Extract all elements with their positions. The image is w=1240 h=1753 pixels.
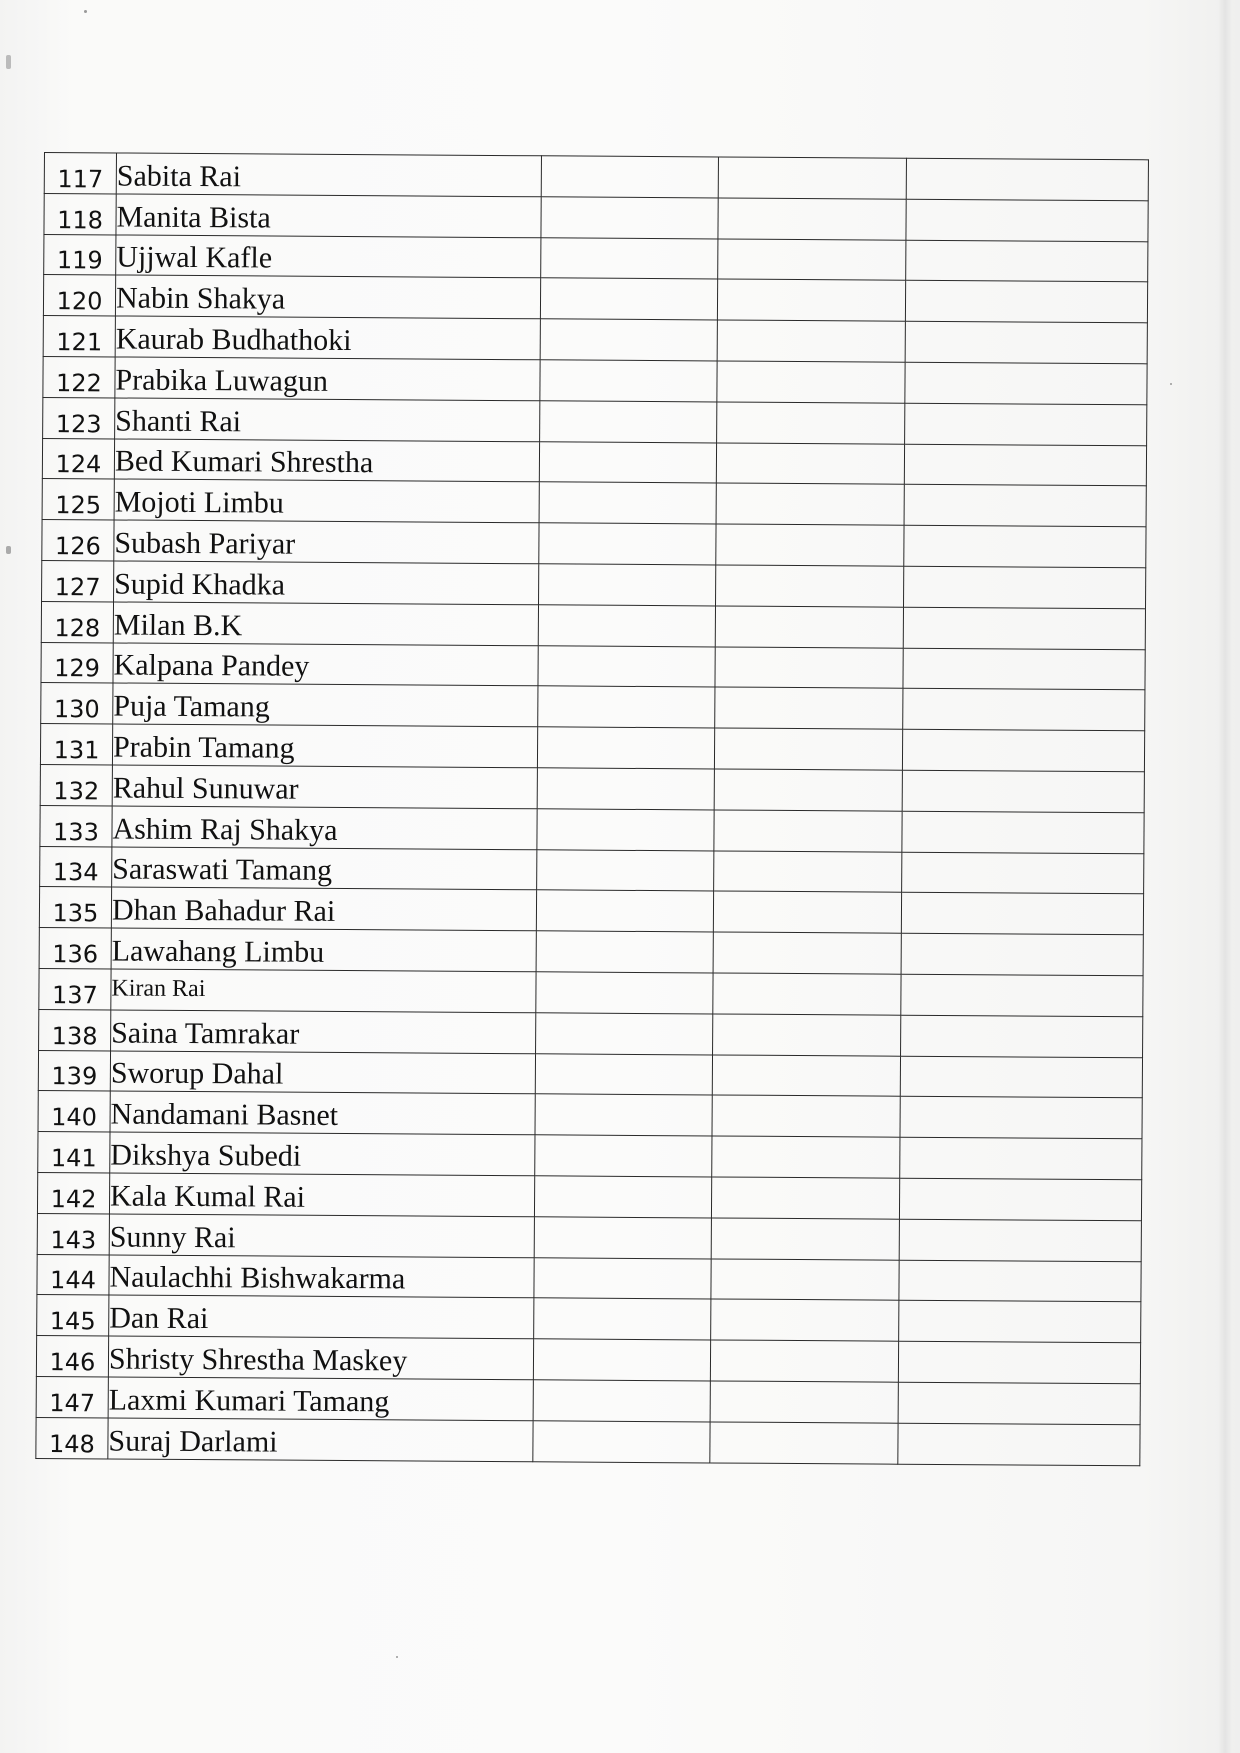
empty-cell-2 (715, 606, 903, 648)
serial-number-cell: 139 (38, 1050, 110, 1091)
serial-number-cell: 122 (43, 356, 115, 397)
serial-number-cell: 144 (37, 1254, 109, 1295)
empty-cell-1 (536, 890, 713, 932)
empty-cell-1 (541, 197, 718, 239)
empty-cell-1 (533, 1380, 710, 1422)
table-row (39, 887, 1143, 935)
table-row (44, 234, 1148, 282)
empty-cell-3 (901, 974, 1143, 1016)
name-cell: Prabika Luwagun (115, 357, 540, 401)
table-row (41, 642, 1145, 690)
scan-speck (84, 10, 87, 13)
empty-cell-1 (534, 1298, 711, 1340)
serial-number-cell: 127 (42, 560, 114, 601)
name-cell: Dikshya Subedi (110, 1132, 535, 1176)
empty-cell-1 (537, 768, 714, 810)
empty-cell-2 (713, 932, 901, 974)
empty-cell-3 (898, 1382, 1140, 1424)
table-row (40, 846, 1144, 894)
table-row (36, 1336, 1140, 1384)
table-row (37, 1172, 1141, 1220)
empty-cell-2 (717, 320, 905, 362)
empty-cell-3 (906, 199, 1148, 241)
name-cell: Saina Tamrakar (111, 1010, 536, 1054)
serial-number-cell: 124 (42, 438, 114, 479)
empty-cell-1 (533, 1420, 710, 1462)
table-row (44, 153, 1148, 201)
name-cell: Bed Kumari Shrestha (114, 439, 539, 483)
serial-number-cell: 126 (42, 520, 114, 561)
empty-cell-2 (712, 1095, 900, 1137)
table-row (36, 1417, 1140, 1465)
empty-cell-3 (898, 1423, 1140, 1465)
empty-cell-1 (534, 1257, 711, 1299)
empty-cell-3 (899, 1260, 1141, 1302)
empty-cell-2 (715, 687, 903, 729)
empty-cell-1 (533, 1339, 710, 1381)
table-row (43, 397, 1147, 445)
empty-cell-1 (540, 319, 717, 361)
empty-cell-2 (717, 279, 905, 321)
empty-cell-3 (901, 1015, 1143, 1057)
empty-cell-3 (901, 933, 1143, 975)
empty-cell-1 (539, 441, 716, 483)
serial-number-cell: 120 (43, 275, 115, 316)
roster-table (35, 152, 1149, 1466)
serial-number-cell: 130 (41, 683, 113, 724)
empty-cell-2 (710, 1422, 898, 1464)
serial-number-cell: 117 (44, 153, 116, 194)
empty-cell-2 (711, 1299, 899, 1341)
name-cell: Saraswati Tamang (112, 847, 537, 891)
empty-cell-3 (904, 444, 1146, 486)
serial-number-cell: 143 (37, 1213, 109, 1254)
serial-number-cell: 141 (38, 1132, 110, 1173)
table-row (42, 560, 1146, 608)
serial-number-cell: 125 (42, 479, 114, 520)
name-cell: Rahul Sunuwar (112, 765, 537, 809)
table-row (41, 601, 1145, 649)
empty-cell-3 (905, 321, 1147, 363)
name-cell: Subash Pariyar (114, 520, 539, 564)
name-cell: Manita Bista (116, 194, 541, 238)
empty-cell-2 (711, 1218, 899, 1260)
empty-cell-1 (539, 482, 716, 524)
name-cell: Shristy Shrestha Maskey (108, 1336, 533, 1380)
name-cell: Shanti Rai (115, 398, 540, 442)
empty-cell-2 (714, 728, 902, 770)
table-row (38, 1050, 1142, 1098)
name-cell: Naulachhi Bishwakarma (109, 1254, 534, 1298)
serial-number-cell: 118 (44, 193, 116, 234)
empty-cell-2 (717, 361, 905, 403)
empty-cell-1 (541, 156, 718, 198)
empty-cell-3 (904, 485, 1146, 527)
empty-cell-2 (713, 891, 901, 933)
serial-number-cell: 146 (36, 1336, 108, 1377)
serial-number-cell: 123 (43, 397, 115, 438)
name-cell: Dhan Bahadur Rai (111, 887, 536, 931)
empty-cell-2 (710, 1340, 898, 1382)
serial-number-cell: 135 (39, 887, 111, 928)
name-cell: Suraj Darlami (108, 1418, 533, 1462)
empty-cell-3 (905, 362, 1147, 404)
name-cell: Kala Kumal Rai (109, 1173, 534, 1217)
table-row (37, 1213, 1141, 1261)
serial-number-cell: 145 (37, 1295, 109, 1336)
name-cell: Prabin Tamang (112, 724, 537, 768)
name-cell: Ashim Raj Shakya (112, 806, 537, 850)
table-row (43, 275, 1147, 323)
empty-cell-2 (718, 239, 906, 281)
empty-cell-3 (902, 811, 1144, 853)
serial-number-cell: 134 (40, 846, 112, 887)
name-cell: Milan B.K (113, 602, 538, 646)
table-row (42, 520, 1146, 568)
serial-number-cell: 142 (37, 1172, 109, 1213)
empty-cell-3 (902, 729, 1144, 771)
serial-number-cell: 147 (36, 1376, 108, 1417)
table-row (39, 928, 1143, 976)
empty-cell-3 (906, 240, 1148, 282)
empty-cell-2 (716, 565, 904, 607)
name-cell: Sworup Dahal (110, 1050, 535, 1094)
empty-cell-2 (714, 769, 902, 811)
empty-cell-1 (534, 1216, 711, 1258)
table-row (37, 1295, 1141, 1343)
serial-number-cell: 131 (40, 724, 112, 765)
name-cell: Supid Khadka (114, 561, 539, 605)
name-cell: Mojoti Limbu (114, 479, 539, 523)
empty-cell-1 (540, 401, 717, 443)
name-cell: Kalpana Pandey (113, 643, 538, 687)
empty-cell-1 (535, 1094, 712, 1136)
empty-cell-3 (905, 403, 1147, 445)
empty-cell-3 (899, 1301, 1141, 1343)
empty-cell-2 (718, 198, 906, 240)
empty-cell-3 (899, 1219, 1141, 1261)
empty-cell-1 (537, 809, 714, 851)
empty-cell-2 (710, 1381, 898, 1423)
empty-cell-3 (899, 1178, 1141, 1220)
serial-number-cell: 119 (44, 234, 116, 275)
empty-cell-3 (904, 525, 1146, 567)
empty-cell-2 (711, 1177, 899, 1219)
empty-cell-2 (715, 647, 903, 689)
serial-number-cell: 129 (41, 642, 113, 683)
empty-cell-1 (538, 605, 715, 647)
empty-cell-3 (904, 566, 1146, 608)
empty-cell-3 (901, 893, 1143, 935)
empty-cell-1 (539, 564, 716, 606)
scan-speck (6, 546, 11, 554)
empty-cell-3 (900, 1056, 1142, 1098)
serial-number-cell: 128 (41, 601, 113, 642)
empty-cell-2 (712, 1136, 900, 1178)
empty-cell-2 (712, 1054, 900, 1096)
table-row (42, 438, 1146, 486)
name-cell: Kiran Rai (111, 969, 536, 1013)
table-row (39, 1009, 1143, 1057)
empty-cell-3 (900, 1137, 1142, 1179)
empty-cell-2 (716, 443, 904, 485)
empty-cell-3 (900, 1097, 1142, 1139)
name-cell: Nandamani Basnet (110, 1091, 535, 1135)
empty-cell-2 (711, 1258, 899, 1300)
table-row (44, 193, 1148, 241)
table-row (37, 1254, 1141, 1302)
table-row (38, 1091, 1142, 1139)
empty-cell-3 (906, 158, 1148, 200)
table-row (40, 764, 1144, 812)
name-cell: Lawahang Limbu (111, 928, 536, 972)
empty-cell-1 (535, 1135, 712, 1177)
table-row (39, 968, 1143, 1016)
empty-cell-2 (716, 524, 904, 566)
name-cell: Laxmi Kumari Tamang (108, 1377, 533, 1421)
empty-cell-2 (713, 973, 901, 1015)
empty-cell-1 (537, 727, 714, 769)
serial-number-cell: 148 (36, 1417, 108, 1458)
table-row (36, 1376, 1140, 1424)
empty-cell-3 (898, 1341, 1140, 1383)
scan-speck (396, 1656, 398, 1658)
table-row (38, 1132, 1142, 1180)
empty-cell-3 (903, 648, 1145, 690)
empty-cell-1 (538, 645, 715, 687)
serial-number-cell: 140 (38, 1091, 110, 1132)
empty-cell-2 (716, 483, 904, 525)
table-row (40, 724, 1144, 772)
empty-cell-2 (713, 1014, 901, 1056)
empty-cell-1 (536, 1013, 713, 1055)
scan-speck (6, 55, 11, 69)
name-cell: Puja Tamang (113, 683, 538, 727)
empty-cell-1 (535, 1053, 712, 1095)
empty-cell-1 (536, 931, 713, 973)
roster-body (36, 153, 1149, 1466)
name-cell: Sunny Rai (109, 1214, 534, 1258)
empty-cell-1 (537, 849, 714, 891)
table-row (43, 356, 1147, 404)
scan-speck (1170, 383, 1172, 385)
empty-cell-2 (714, 851, 902, 893)
empty-cell-1 (540, 278, 717, 320)
name-cell: Sabita Rai (116, 153, 541, 197)
name-cell: Ujjwal Kafle (116, 235, 541, 279)
table-row (41, 683, 1145, 731)
empty-cell-1 (538, 686, 715, 728)
empty-cell-3 (903, 607, 1145, 649)
empty-cell-1 (541, 237, 718, 279)
empty-cell-2 (714, 810, 902, 852)
table-row (42, 479, 1146, 527)
table-row (40, 805, 1144, 853)
empty-cell-1 (536, 972, 713, 1014)
empty-cell-3 (905, 281, 1147, 323)
empty-cell-3 (902, 770, 1144, 812)
serial-number-cell: 121 (43, 316, 115, 357)
empty-cell-1 (539, 523, 716, 565)
empty-cell-3 (903, 689, 1145, 731)
serial-number-cell: 137 (39, 968, 111, 1009)
name-cell: Kaurab Budhathoki (115, 316, 540, 360)
empty-cell-3 (902, 852, 1144, 894)
table-row (43, 316, 1147, 364)
empty-cell-1 (540, 360, 717, 402)
serial-number-cell: 132 (40, 764, 112, 805)
name-cell: Dan Rai (109, 1295, 534, 1339)
empty-cell-2 (717, 402, 905, 444)
name-cell: Nabin Shakya (115, 275, 540, 319)
scan-edge-shadow (1218, 0, 1232, 1753)
serial-number-cell: 136 (39, 928, 111, 969)
serial-number-cell: 138 (39, 1009, 111, 1050)
empty-cell-1 (534, 1176, 711, 1218)
empty-cell-2 (718, 157, 906, 199)
serial-number-cell: 133 (40, 805, 112, 846)
